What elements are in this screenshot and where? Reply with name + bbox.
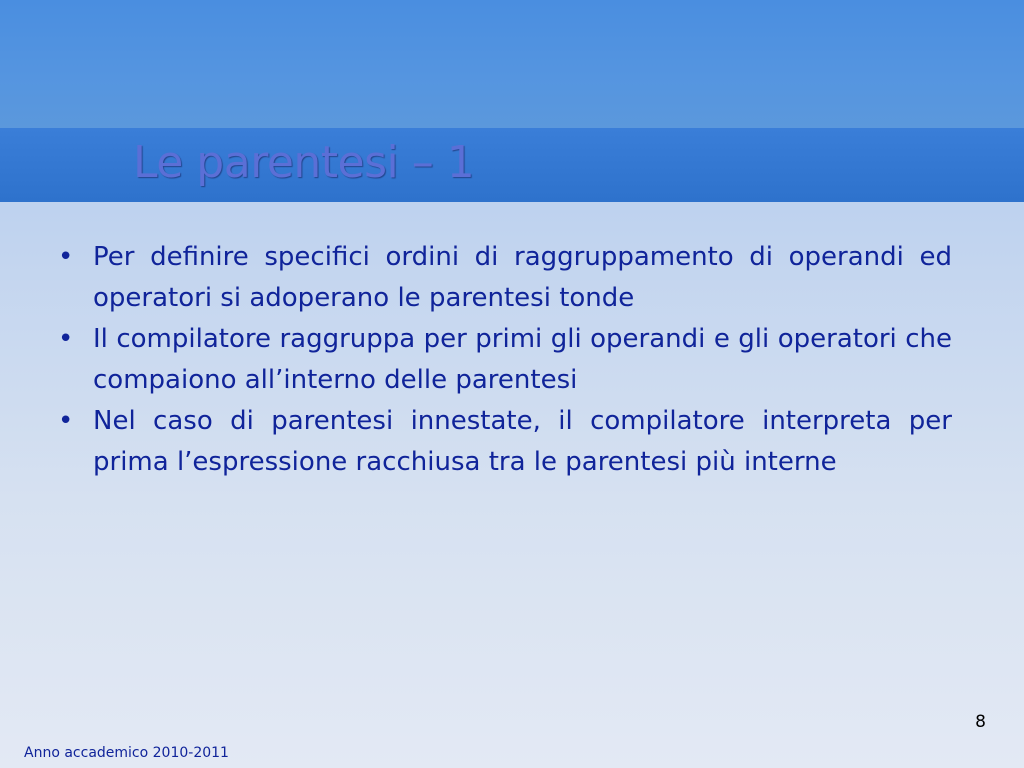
bullet-marker-icon: • (58, 242, 74, 272)
slide-title: Le parentesi – 1 (133, 137, 475, 188)
bullet-marker-icon: • (58, 324, 74, 354)
footer-text: Anno accademico 2010-2011 (24, 745, 229, 761)
bullet-item (52, 401, 952, 483)
page-number: 8 (975, 712, 986, 732)
bullet-text: Per definire specifici ordini di raggruppamento di operandi ed operatori si adoperano le parentesi tonde (93, 242, 952, 313)
bullet-list (52, 237, 952, 483)
header-band (0, 0, 1024, 128)
bullet-marker-icon: • (58, 406, 74, 436)
bullet-text: Il compilatore raggruppa per primi gli operandi e gli operatori che compaiono all’interno delle parentesi (93, 324, 952, 395)
bullet-item (52, 237, 952, 319)
bullet-item (52, 319, 952, 401)
bullet-text: Nel caso di parentesi innestate, il compilatore interpreta per prima l’espressione racchiusa tra le parentesi più interne (93, 406, 952, 477)
